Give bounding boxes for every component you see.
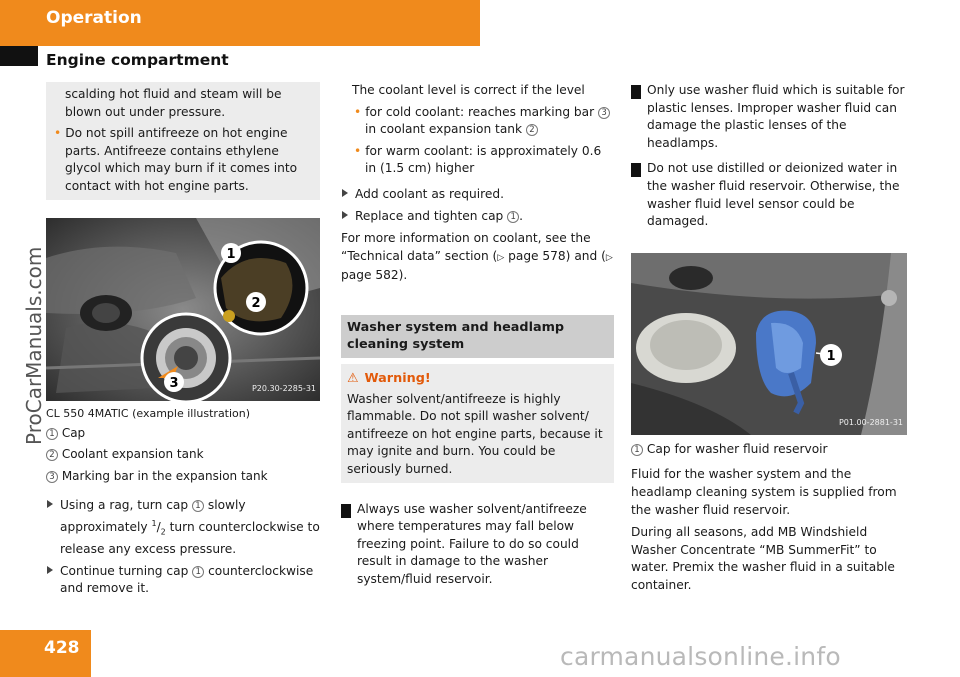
page-number: 428: [44, 638, 80, 658]
warning-text: Washer solvent/antifreeze is highly flammable. Do not spill washer solvent/ antifreeze on hot engine parts, because it may ignite and burn. You could be seriously burned.: [347, 391, 603, 476]
photo-code: P20.30-2285-31: [251, 383, 316, 393]
legend-list: [46, 425, 320, 486]
caution-icon: !: [631, 85, 641, 99]
page-subtitle: Engine compartment: [46, 51, 229, 69]
section-title: Operation: [46, 8, 142, 28]
bottom-watermark: carmanualsonline.info: [560, 642, 841, 671]
side-watermark: ProCarManuals.com: [22, 246, 46, 445]
ref-1: 1: [192, 500, 204, 512]
column-left: [46, 82, 320, 598]
column-middle: [335, 82, 614, 588]
washer-reservoir-illustration: [631, 253, 907, 435]
arrow-icon: [47, 566, 53, 574]
step-remove-cap: Continue turning cap 1 counterclockwise and remove it.: [46, 563, 320, 598]
photo-caption: CL 550 4MATIC (example illustration): [46, 406, 251, 420]
photo-code: P01.00-2881-31: [838, 418, 903, 428]
warning-continuation-box: [46, 82, 320, 200]
coolant-cold-bullet: • for cold coolant: reaches marking bar 3 in coolant expansion tank 2: [352, 104, 614, 139]
caution-icon: !: [631, 163, 641, 177]
arrow-icon: [47, 500, 53, 508]
note-antifreeze: ! Always use washer solvent/antifreeze where temperatures may fall below freezing point. Failure to do so could result in damage to the washer system/fluid reservoir.: [335, 501, 587, 586]
svg-text:2: 2: [251, 295, 261, 311]
step-add-coolant: Add coolant as required.: [341, 186, 614, 204]
caution-icon: !: [341, 504, 351, 518]
legend-item: 3 Marking bar in the expansion tank: [46, 468, 320, 486]
column-right: [625, 82, 907, 595]
legend-item: 1 Cap for washer fluid reservoir: [631, 441, 907, 459]
svg-text:3: 3: [169, 375, 179, 391]
coolant-intro: The coolant level is correct if the level: [352, 83, 585, 97]
coolant-warm-bullet: • for warm coolant: is approximately 0.6 in (1.5 cm) higher: [354, 143, 602, 176]
washer-reservoir-photo: [631, 253, 907, 435]
note-distilled-water: ! Do not use distilled or deionized water in the washer fluid reservoir. Otherwise, the washer fluid level sensor could be damaged.: [625, 161, 900, 229]
note-washer-fluid: ! Only use washer fluid which is suitable for plastic lenses. Improper washer fluid can damage the plastic lenses of the headlamps.: [625, 83, 905, 150]
warning-triangle-icon: ⚠: [347, 370, 359, 386]
warning-continuation-text: scalding hot fluid and steam will be blown out under pressure.: [65, 87, 282, 119]
paragraph-fluid-supply: Fluid for the washer system and the headlamp cleaning system is supplied from the washer fluid reservoir.: [631, 467, 897, 517]
paragraph-seasons: During all seasons, add MB Windshield Washer Concentrate “MB SummerFit” to water. Premix the washer fluid in a suitable container.: [631, 525, 895, 592]
warning-title: ⚠ Warning!: [347, 370, 431, 386]
ref-1: 1: [192, 566, 204, 578]
svg-text:1: 1: [226, 246, 236, 262]
engine-photo: [46, 218, 320, 401]
warning-box: [341, 364, 614, 483]
engine-illustration: [46, 218, 320, 401]
legend-item: 2 Coolant expansion tank: [46, 446, 320, 464]
svg-text:1: 1: [826, 348, 836, 364]
legend-item: 1 Cap: [46, 425, 320, 443]
more-info-text: For more information on coolant, see the “Technical data” section (▷ page 578) and (▷ page 582).: [341, 231, 613, 283]
arrow-icon: [342, 189, 348, 197]
page-ref-icon: ▷: [605, 252, 613, 263]
warning-bullet: • Do not spill antifreeze on hot engine parts. Antifreeze contains ethylene glycol which may burn if it comes into contact with hot engine parts.: [54, 126, 298, 193]
page-ref-icon: ▷: [497, 252, 505, 263]
step-tighten-cap: Replace and tighten cap 1 .: [341, 208, 614, 226]
section-heading-washer: Washer system and headlamp cleaning system: [341, 315, 614, 358]
header-marker: [0, 46, 38, 66]
step-turn-cap: Using a rag, turn cap 1 slowly approximately $^1/_2$ turn counterclockwise to release any excess pressure.: [46, 497, 320, 558]
bullet-dot: •: [54, 126, 62, 141]
arrow-icon: [342, 211, 348, 219]
